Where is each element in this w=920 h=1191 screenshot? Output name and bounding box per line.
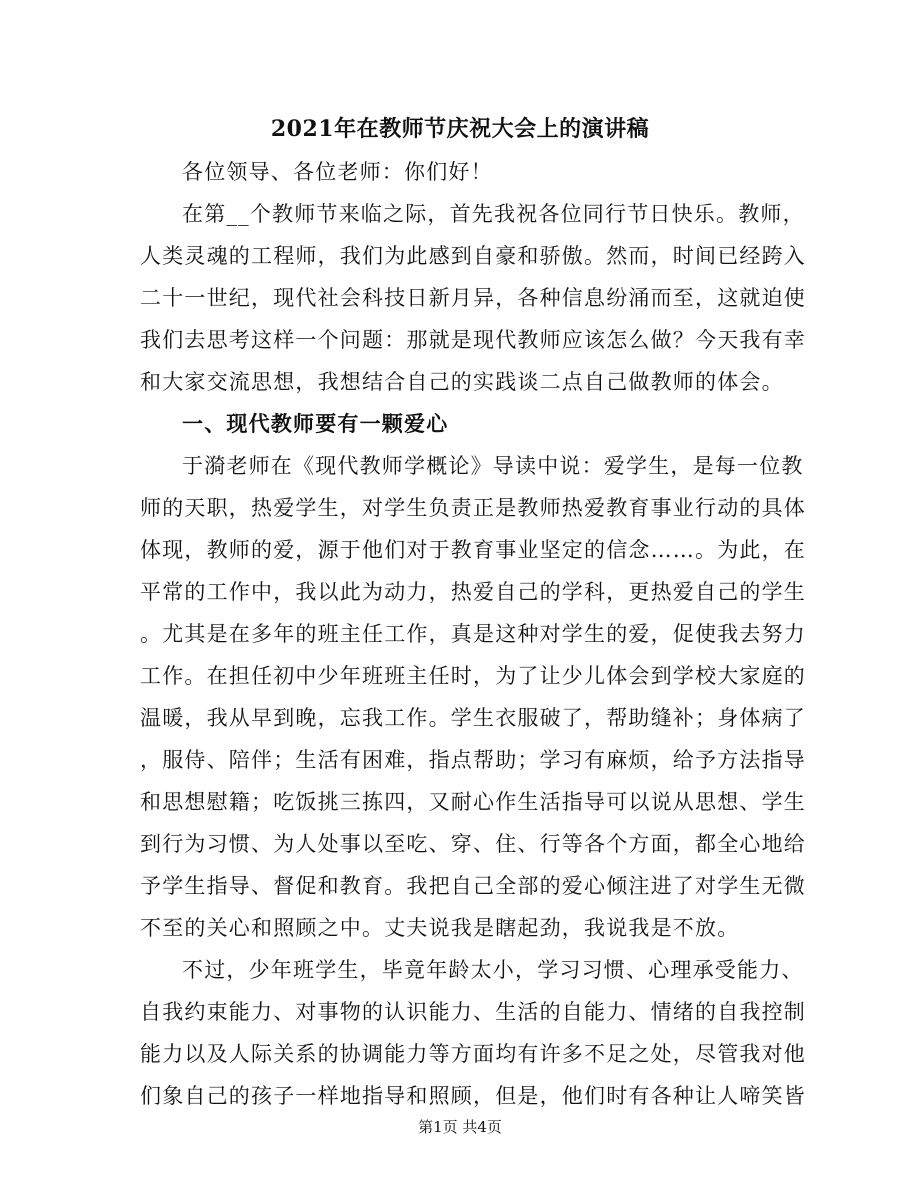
paragraph-line: 人类灵魂的工程师，我们为此感到自豪和骄傲。然而，时间已经跨入 <box>140 244 806 268</box>
paragraph-line: 二十一世纪，现代社会科技日新月异，各种信息纷涌而至，这就迫使 <box>140 286 806 310</box>
paragraph-line: 。尤其是在多年的班主任工作，真是这种对学生的爱，促使我去努力 <box>140 622 806 646</box>
paragraph-line: 不过，少年班学生，毕竟年龄太小，学习习惯、心理承受能力、 <box>182 958 804 982</box>
document-title: 2021年在教师节庆祝大会上的演讲稿 <box>270 116 650 142</box>
paragraph-line: 和大家交流思想，我想结合自己的实践谈二点自己做教师的体会。 <box>140 370 784 394</box>
paragraph-line: 温暖，我从早到晚，忘我工作。学生衣服破了，帮助缝补；身体病了 <box>140 706 806 730</box>
greeting-line: 各位领导、各位老师：你们好！ <box>182 160 493 184</box>
paragraph-line: 工作。在担任初中少年班班主任时，为了让少儿体会到学校大家庭的 <box>140 664 806 688</box>
paragraph-line: 我们去思考这样一个问题：那就是现代教师应该怎么做？今天我有幸 <box>140 328 806 352</box>
paragraph-line: 体现，教师的爱，源于他们对于教育事业坚定的信念……。为此，在 <box>140 538 806 562</box>
paragraph-line: 自我约束能力、对事物的认识能力、生活的自能力、情绪的自我控制 <box>140 1000 806 1024</box>
paragraph-line: 师的天职，热爱学生，对学生负责正是教师热爱教育事业行动的具体 <box>140 496 806 520</box>
paragraph-line: 平常的工作中，我以此为动力，热爱自己的学科，更热爱自己的学生 <box>140 580 806 604</box>
paragraph-line: 能力以及人际关系的协调能力等方面均有许多不足之处，尽管我对他 <box>140 1042 806 1066</box>
paragraph-line: 在第__个教师节来临之际，首先我祝各位同行节日快乐。教师， <box>182 202 805 226</box>
paragraph-line: 到行为习惯、为人处事以至吃、穿、住、行等各个方面，都全心地给 <box>140 832 806 856</box>
paragraph-line: 予学生指导、督促和教育。我把自己全部的爱心倾注进了对学生无微 <box>140 874 806 898</box>
page-number: 第1页 共4页 <box>418 1118 502 1136</box>
paragraph-line: 于漪老师在《现代教师学概论》导读中说：爱学生，是每一位教 <box>182 454 804 478</box>
paragraph-line: ，服侍、陪伴；生活有困难，指点帮助；学习有麻烦，给予方法指导 <box>140 748 806 772</box>
paragraph-line: 不至的关心和照顾之中。丈夫说我是瞎起劲，我说我是不放。 <box>140 916 740 940</box>
section-heading: 一、现代教师要有一颗爱心 <box>182 411 449 436</box>
paragraph-line: 和思想慰籍；吃饭挑三拣四，又耐心作生活指导可以说从思想、学生 <box>140 790 806 814</box>
paragraph-line: 们象自己的孩子一样地指导和照顾，但是，他们时有各种让人啼笑皆 <box>140 1084 806 1108</box>
